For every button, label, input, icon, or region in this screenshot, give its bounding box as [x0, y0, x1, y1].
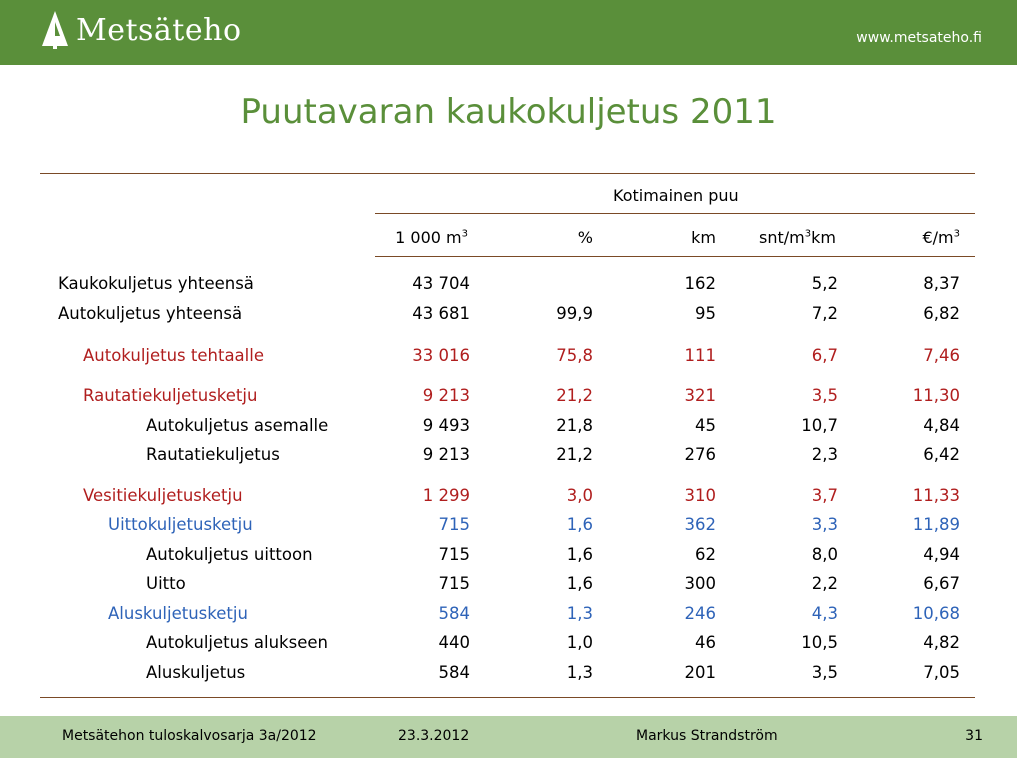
row-label: Autokuljetus uittoon — [146, 545, 313, 564]
table-cell: 4,3 — [811, 604, 838, 623]
table-cell: 584 — [438, 604, 470, 623]
site-url[interactable]: www.metsateho.fi — [856, 30, 982, 46]
footer-page-number: 31 — [965, 728, 983, 744]
table-cell: 246 — [684, 604, 716, 623]
logo-text: Metsäteho — [76, 12, 242, 48]
table-cell: 9 213 — [422, 445, 470, 464]
table-cell: 99,9 — [556, 304, 593, 323]
table-cell: 75,8 — [556, 346, 593, 365]
table-cell: 45 — [695, 416, 716, 435]
table-cell: 95 — [695, 304, 716, 323]
table-cell: 715 — [438, 545, 470, 564]
column-header: 1 000 $m^3$ — [395, 228, 468, 247]
header-bottom-rule — [375, 256, 975, 257]
row-label: Rautatiekuljetus — [146, 445, 280, 464]
table-cell: 300 — [684, 574, 716, 593]
table-cell: 46 — [695, 633, 716, 652]
table-cell: 715 — [438, 574, 470, 593]
footer-date: 23.3.2012 — [398, 728, 470, 744]
table-cell: 43 681 — [412, 304, 470, 323]
table-cell: 9 213 — [422, 386, 470, 405]
table-cell: 201 — [684, 663, 716, 682]
table-cell: 5,2 — [811, 274, 838, 293]
table-cell: 10,68 — [912, 604, 960, 623]
table-cell: 1,6 — [566, 574, 593, 593]
table-cell: 21,2 — [556, 386, 593, 405]
table-cell: 8,0 — [811, 545, 838, 564]
table-cell: 584 — [438, 663, 470, 682]
table-cell: 2,3 — [811, 445, 838, 464]
table-cell: 6,67 — [923, 574, 960, 593]
table-cell: 1,6 — [566, 515, 593, 534]
table-cell: 21,8 — [556, 416, 593, 435]
row-label: Uitto — [146, 574, 186, 593]
table-cell: 6,42 — [923, 445, 960, 464]
table-cell: 4,84 — [923, 416, 960, 435]
table-cell: 111 — [684, 346, 716, 365]
table-cell: 440 — [438, 633, 470, 652]
table-cell: 33 016 — [412, 346, 470, 365]
table-cell: 362 — [684, 515, 716, 534]
table-cell: 6,82 — [923, 304, 960, 323]
row-label: Rautatiekuljetusketju — [83, 386, 258, 405]
row-label: Aluskuljetus — [146, 663, 246, 682]
table-cell: 715 — [438, 515, 470, 534]
header-bar — [0, 0, 1017, 65]
table-cell: 1,0 — [566, 633, 593, 652]
table-cell: 10,7 — [801, 416, 838, 435]
group-header-rule — [375, 213, 975, 214]
table-cell: 1,6 — [566, 545, 593, 564]
footer-author: Markus Strandström — [636, 728, 778, 744]
row-label: Uittokuljetusketju — [108, 515, 253, 534]
table-cell: 162 — [684, 274, 716, 293]
table-cell: 4,82 — [923, 633, 960, 652]
column-header: % — [577, 228, 593, 247]
table-cell: 321 — [684, 386, 716, 405]
column-header: snt/$m^3km$ — [759, 228, 836, 247]
table-cell: 11,33 — [912, 486, 960, 505]
table-cell: 7,05 — [923, 663, 960, 682]
table-cell: 11,89 — [912, 515, 960, 534]
row-label: Aluskuljetusketju — [108, 604, 248, 623]
group-header: Kotimainen puu — [613, 186, 739, 205]
table-bottom-rule — [40, 697, 975, 698]
table-cell: 6,7 — [811, 346, 838, 365]
table-cell: 21,2 — [556, 445, 593, 464]
row-label: Autokuljetus tehtaalle — [83, 346, 264, 365]
logo[interactable] — [40, 10, 242, 50]
table-cell: 3,3 — [811, 515, 838, 534]
table-cell: 276 — [684, 445, 716, 464]
table-cell: 3,7 — [811, 486, 838, 505]
table-cell: 4,94 — [923, 545, 960, 564]
tree-logo-icon — [40, 10, 70, 50]
table-cell: 11,30 — [912, 386, 960, 405]
footer-bar — [0, 716, 1017, 758]
row-label: Vesitiekuljetusketju — [83, 486, 243, 505]
slide-title: Puutavaran kaukokuljetus 2011 — [240, 92, 777, 132]
table-cell: 2,2 — [811, 574, 838, 593]
table-cell: 310 — [684, 486, 716, 505]
table-cell: 3,5 — [811, 663, 838, 682]
footer-series: Metsätehon tuloskalvosarja 3a/2012 — [62, 728, 317, 744]
table-cell: 1 299 — [422, 486, 470, 505]
table-cell: 7,46 — [923, 346, 960, 365]
row-label: Autokuljetus asemalle — [146, 416, 329, 435]
table-cell: 1,3 — [566, 604, 593, 623]
table-cell: 43 704 — [412, 274, 470, 293]
table-top-rule — [40, 173, 975, 174]
row-label: Autokuljetus alukseen — [146, 633, 328, 652]
table-cell: 8,37 — [923, 274, 960, 293]
table-cell: 9 493 — [422, 416, 470, 435]
table-cell: 62 — [695, 545, 716, 564]
table-cell: 3,5 — [811, 386, 838, 405]
row-label: Kaukokuljetus yhteensä — [58, 274, 254, 293]
table-cell: 3,0 — [566, 486, 593, 505]
row-label: Autokuljetus yhteensä — [58, 304, 243, 323]
column-header: $€/m^3$ — [922, 228, 960, 247]
table-cell: 7,2 — [811, 304, 838, 323]
table-cell: 1,3 — [566, 663, 593, 682]
column-header: km — [691, 228, 716, 247]
table-cell: 10,5 — [801, 633, 838, 652]
